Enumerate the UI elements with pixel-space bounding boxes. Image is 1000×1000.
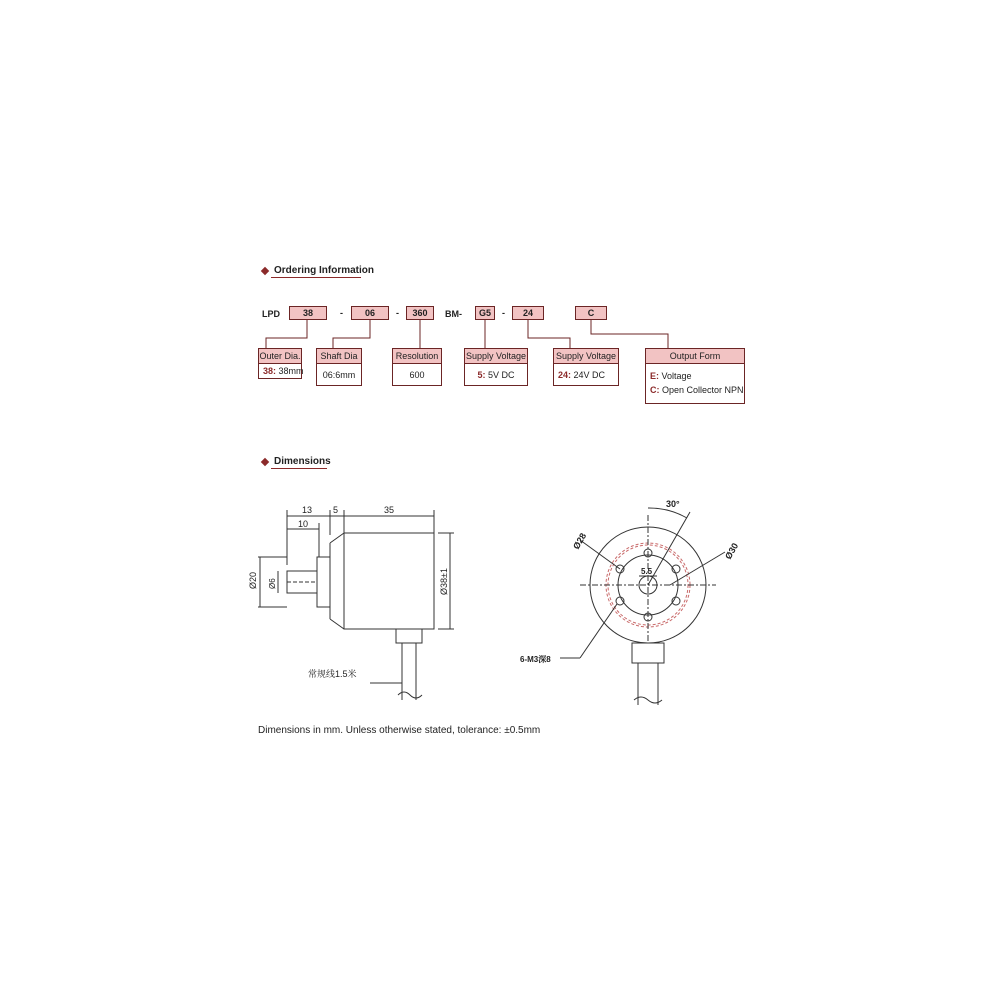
output-c-key: C: <box>650 385 660 395</box>
code-supply-voltage-24: 24 <box>512 306 544 320</box>
box-output-form <box>645 348 745 404</box>
diamond-bullet-icon <box>261 457 269 465</box>
outer-dia-value: 38mm <box>278 366 304 376</box>
dimensions-underline <box>271 468 327 469</box>
code-output-form: C <box>575 306 607 320</box>
supply-5-key: 5: <box>477 370 486 380</box>
dimensions-note: Dimensions in mm. Unless otherwise stated, tolerance: ±0.5mm <box>258 725 541 736</box>
code-supply-voltage-g5: G5 <box>475 306 495 320</box>
dim-13-label: 13 <box>302 505 313 515</box>
dimensions-heading <box>262 456 331 467</box>
dimensions-title: Dimensions <box>274 456 331 467</box>
model-prefix: LPD <box>262 309 280 319</box>
cable-label: 常规线1.5米 <box>308 669 357 679</box>
front-view-drawing <box>520 490 760 720</box>
supply-24-key: 24: <box>558 370 572 380</box>
box-supply-voltage-24 <box>553 348 619 386</box>
shaft-dia-value: 06:6mm <box>322 370 356 380</box>
code-resolution: 360 <box>406 306 434 320</box>
box-shaft-dia <box>316 348 362 386</box>
box-shaft-dia-header: Shaft Dia <box>317 349 361 364</box>
angle-label: 30° <box>666 499 680 509</box>
dim-30-label: Ø30 <box>723 541 741 561</box>
output-c-value: Open Collector NPN <box>662 385 744 395</box>
supply-5-value: 5V DC <box>488 370 515 380</box>
box-outer-dia <box>258 348 302 379</box>
box-supply-voltage-5-header: Supply Voltage <box>465 349 527 364</box>
box-outer-dia-header: Outer Dia. <box>259 349 301 364</box>
box-supply-voltage-24-header: Supply Voltage <box>554 349 618 364</box>
output-e-key: E: <box>650 371 659 381</box>
separator-3: BM- <box>445 309 462 319</box>
dim-5-5-label: 5.5 <box>641 567 653 576</box>
box-output-form-header: Output Form <box>646 349 744 364</box>
box-resolution-header: Resolution <box>393 349 441 364</box>
separator-1: - <box>340 308 343 318</box>
side-view-drawing <box>240 495 480 715</box>
dim-20-label: Ø20 <box>248 571 258 589</box>
outer-dia-key: 38: <box>263 366 277 376</box>
holes-label: 6-M3深8 <box>520 655 551 664</box>
box-supply-voltage-5 <box>464 348 528 386</box>
resolution-value: 600 <box>409 370 425 380</box>
ordering-title: Ordering Information <box>274 265 374 276</box>
code-shaft-dia: 06 <box>351 306 389 320</box>
supply-24-value: 24V DC <box>573 370 606 380</box>
separator-4: - <box>502 308 505 318</box>
output-e-value: Voltage <box>661 371 692 381</box>
dim-38-label: Ø38±1 <box>439 568 449 595</box>
box-resolution <box>392 348 442 386</box>
code-outer-dia: 38 <box>289 306 327 320</box>
separator-2: - <box>396 308 399 318</box>
dim-28-label: Ø28 <box>571 531 589 551</box>
dim-35-label: 35 <box>384 505 395 515</box>
dim-10-label: 10 <box>298 519 309 529</box>
dim-6-label: Ø6 <box>268 578 277 589</box>
dim-5-label: 5 <box>333 505 339 515</box>
